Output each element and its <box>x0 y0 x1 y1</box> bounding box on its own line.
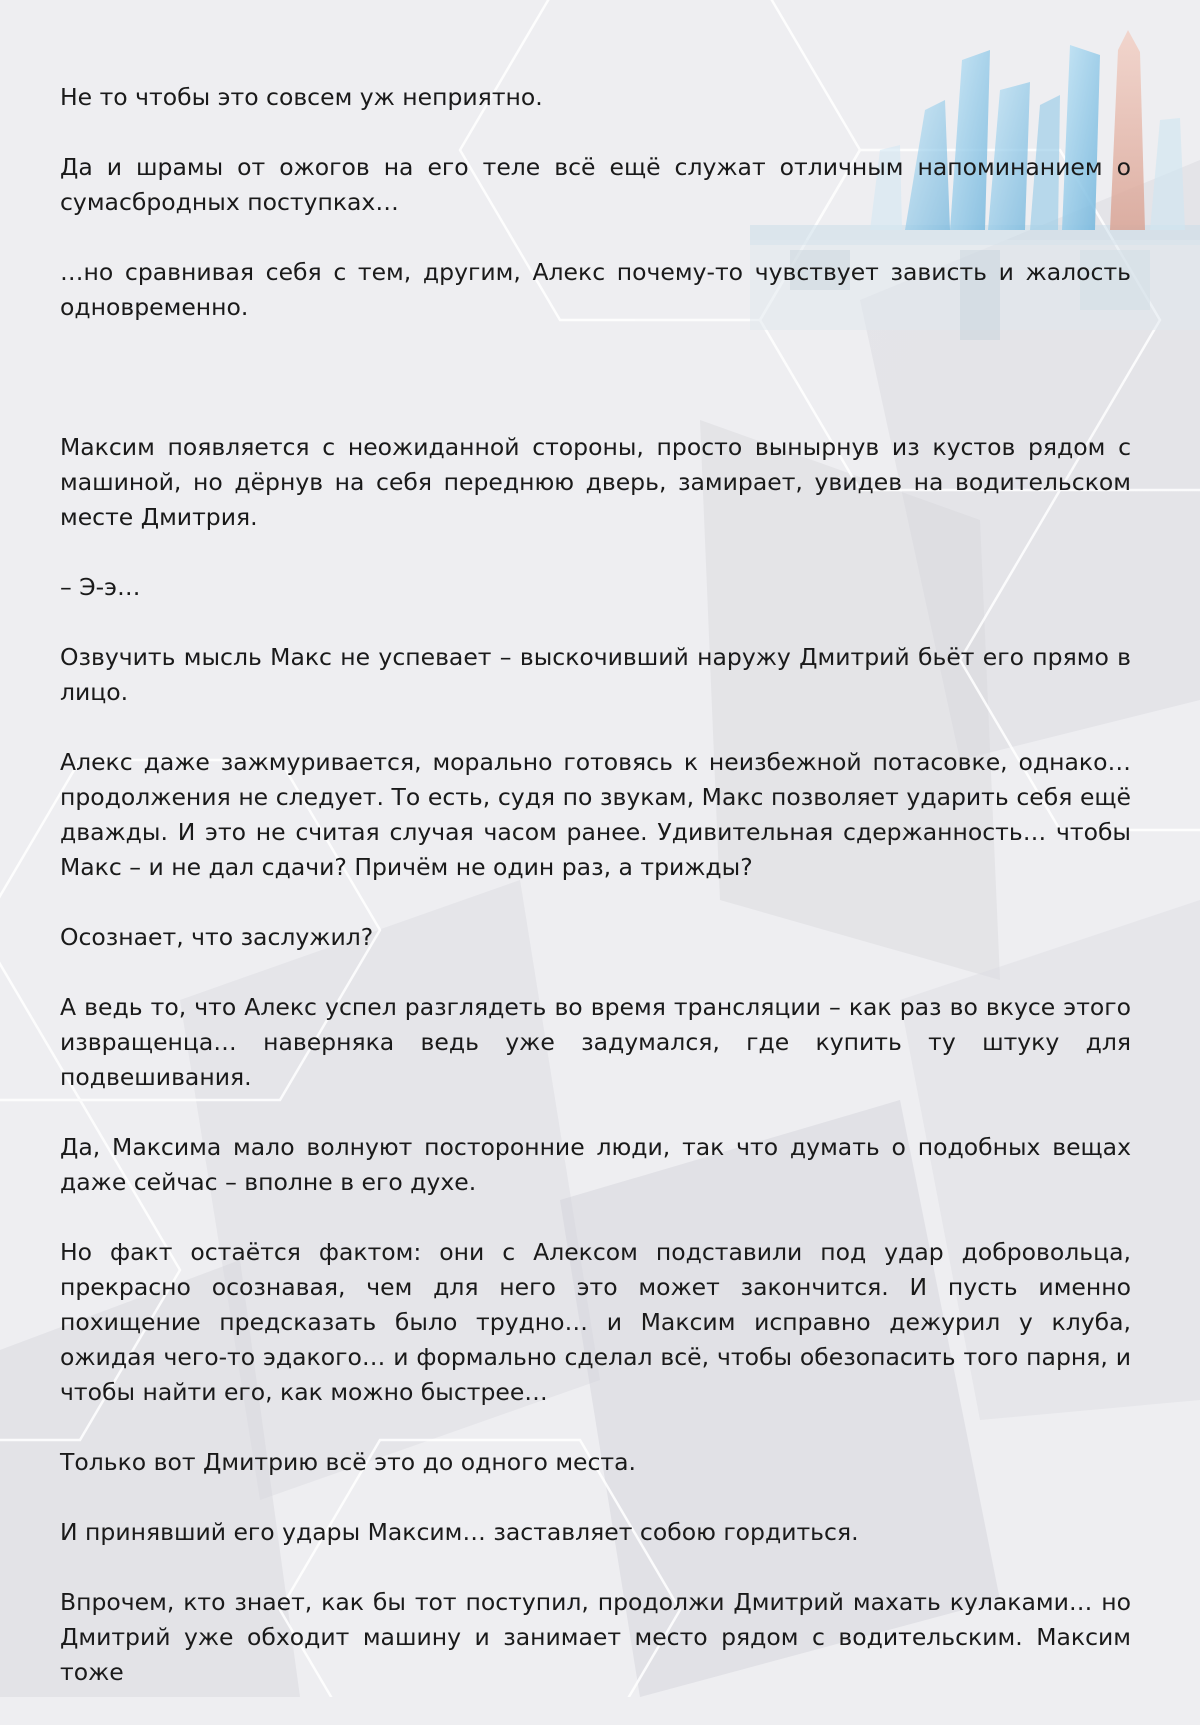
text-body <box>60 80 1131 1725</box>
paragraph: Не то чтобы это совсем уж неприятно. <box>60 83 543 111</box>
paragraph: Впрочем, кто знает, как бы тот поступил, продолжи Дмитрий махать кулаками… но Дмитрий уже обходит машину и занимает место рядом с водительским. Максим тоже <box>60 1588 1131 1686</box>
paragraph: Озвучить мысль Макс не успевает – выскочивший наружу Дмитрий бьёт его прямо в лицо. <box>60 643 1131 706</box>
paragraph: Максим появляется с неожиданной стороны, просто вынырнув из кустов рядом с машиной, но дёрнув на себя переднюю дверь, замирает, увидев на водительском месте Дмитрия. <box>60 433 1131 531</box>
paragraph: Алекс даже зажмуривается, морально готовясь к неизбежной потасовке, однако… продолжения не следует. То есть, судя по звукам, Макс позволяет ударить себя ещё дважды. И это не считая случая часом ранее. Удивительная сдержанность… чтобы Макс – и не дал сдачи? Причём не один раз, а трижды? <box>60 748 1131 881</box>
paragraph: Да и шрамы от ожогов на его теле всё ещё служат отличным напоминанием о сумасбродных поступках… <box>60 153 1131 216</box>
paragraph: Только вот Дмитрию всё это до одного места. <box>60 1448 636 1476</box>
section-break <box>60 360 1131 430</box>
dialogue-line: – Э-э… <box>60 573 141 601</box>
paragraph: И принявший его удары Максим… заставляет собою гордиться. <box>60 1518 859 1546</box>
paragraph: Но факт остаётся фактом: они с Алексом подставили под удар добровольца, прекрасно осознавая, чем для него это может закончится. И пусть именно похищение предсказать было трудно… и Максим исправно дежурил у клуба, ожидая чего-то эдакого… и формально сделал всё, чтобы обезопасить того парня, и чтобы найти его, как можно быстрее… <box>60 1238 1131 1406</box>
paragraph: …но сравнивая себя с тем, другим, Алекс почему-то чувствует зависть и жалость одновременно. <box>60 258 1131 321</box>
paragraph: А ведь то, что Алекс успел разглядеть во время трансляции – как раз во вкусе этого извращенца… наверняка ведь уже задумался, где купить ту штуку для подвешивания. <box>60 993 1131 1091</box>
paragraph: Осознает, что заслужил? <box>60 923 374 951</box>
paragraph: Да, Максима мало волнуют посторонние люди, так что думать о подобных вещах даже сейчас – вполне в его духе. <box>60 1133 1131 1196</box>
